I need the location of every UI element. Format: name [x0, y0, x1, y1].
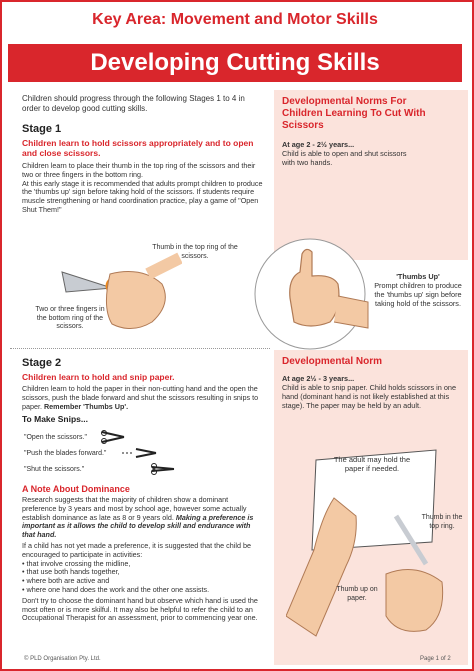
dominance-para1-text: Research suggests that the majority of children show a dominant preference by 3 years and most by school age, however some actually establish dominance as late as 8 or 9 years old. — [22, 495, 247, 522]
section-divider — [10, 348, 270, 349]
page-number: Page 1 of 2 — [420, 656, 451, 662]
paper-note: The adult may hold the paper if needed. — [333, 455, 411, 473]
snip-step-3 — [24, 466, 84, 473]
dominance-section — [22, 484, 264, 623]
dominance-bullet-4: • where one hand does the work and the other one assists. — [22, 584, 210, 594]
stage1-para1: Children learn to place their thumb in the top ring of the scissors and their two or three fingers in the bottom ring. — [22, 161, 256, 179]
dominance-bullet-3-text: where both are active and — [26, 576, 110, 586]
key-area-title: Key Area: Movement and Motor Skills — [92, 11, 378, 28]
norms-text: Child is able to open and shut scissors with two hands. — [282, 149, 407, 167]
intro-text: Children should progress through the following Stages 1 to 4 in order to develop good cutting skills. — [22, 94, 245, 113]
snipping-paper-illustration — [286, 446, 462, 642]
norms-age: At age 2 - 2½ years... — [282, 140, 355, 149]
stage1-section — [22, 94, 264, 215]
dominance-heading: A Note About Dominance — [22, 484, 130, 494]
stage1-subheading: Children learn to hold scissors appropriately and to open and close scissors. — [22, 138, 254, 158]
thumb-top-callout: Thumb in the top ring. — [421, 514, 463, 530]
snip-step-1 — [24, 434, 87, 441]
copyright: © PLD Organisation Pty. Ltd. — [24, 656, 101, 662]
dominance-bullet-1-text: that involve crossing the midline, — [26, 558, 131, 568]
dominance-para2: If a child has not yet made a preference, it is suggested that the child be encouraged to participate in activities: — [22, 540, 251, 559]
thumbs-up-hand-illustration — [250, 238, 370, 350]
stage2-para — [22, 385, 264, 411]
scissors-push-icon — [122, 446, 158, 460]
norm2-heading: Developmental Norm — [282, 356, 383, 367]
header — [0, 0, 470, 88]
scissors-shut-icon — [150, 462, 176, 476]
dominance-bullet-3: • where both are active and — [22, 576, 110, 586]
stage2-section — [22, 356, 264, 424]
snip-step-2 — [24, 450, 106, 457]
thumbs-up-caption — [372, 272, 464, 308]
stage2-remember: Remember 'Thumbs Up'. — [43, 401, 129, 411]
stage2-subheading: Children learn to hold and snip paper. — [22, 372, 175, 382]
dominance-para3: Don't try to choose the dominant hand but observe which hand is used the most often or is more skilful. It may also be helpful to refer the child to an Occupational Therapist for an assessment, prior to commencing year one. — [22, 595, 258, 623]
stage1-heading: Stage 1 — [22, 123, 62, 135]
dominance-bullet-1: • that involve crossing the midline, — [22, 558, 131, 568]
stage1-para2: At this early stage it is recommended that adults prompt children to produce the 'thumbs up' sign before taking hold of the scissors. If students require muscle strengthening or hand coordination practice, play a game of "Open Shut Them!" — [22, 178, 263, 214]
dominance-para1 — [22, 496, 264, 540]
dominance-para1-bold: Making a preference is important as it allows the child to develop skill and endurance with that hand. — [22, 512, 254, 540]
thumbs-up-title: 'Thumbs Up' — [396, 272, 440, 281]
dominance-bullet-2: • that use both hands together, — [22, 567, 120, 577]
thumb-paper-callout: Thumb up on paper. — [336, 586, 378, 602]
dominance-bullet-4-text: where one hand does the work and the other one assists. — [26, 584, 210, 594]
page-title: Developing Cutting Skills — [8, 44, 462, 82]
snip-step-2-text: "Push the blades forward." — [24, 450, 107, 457]
norm2-age: At age 2½ - 3 years... — [282, 374, 355, 383]
snip-step-3-text: "Shut the scissors." — [24, 466, 85, 473]
snip-step-1-text: "Open the scissors." — [24, 434, 87, 441]
callout-fingers: Two or three fingers in the bottom ring of the scissors. — [35, 306, 105, 330]
norms-heading: Developmental Norms For Children Learning To Cut With Scissors — [282, 96, 426, 131]
make-snips-heading: To Make Snips... — [22, 414, 88, 425]
scissors-open-icon — [100, 430, 126, 444]
norms-panel-1 — [274, 90, 468, 260]
dominance-bullet-2-text: that use both hands together, — [26, 567, 120, 577]
callout-thumb: Thumb in the top ring of the scissors. — [152, 244, 238, 260]
norm2-text: Child is able to snip paper. Child holds scissors in one hand (dominant hand is not likely established at this stage). The paper may be held by an adult. — [282, 383, 457, 410]
thumbs-up-text: Prompt children to produce the 'thumbs up' sign before taking hold of the scissors. — [374, 281, 462, 308]
stage2-para-text: Children learn to hold the paper in their non-cutting hand and the open the scissors, push the blade forward and shut the scissors resulting in snips to paper. — [22, 384, 259, 411]
stage2-heading: Stage 2 — [22, 357, 62, 369]
